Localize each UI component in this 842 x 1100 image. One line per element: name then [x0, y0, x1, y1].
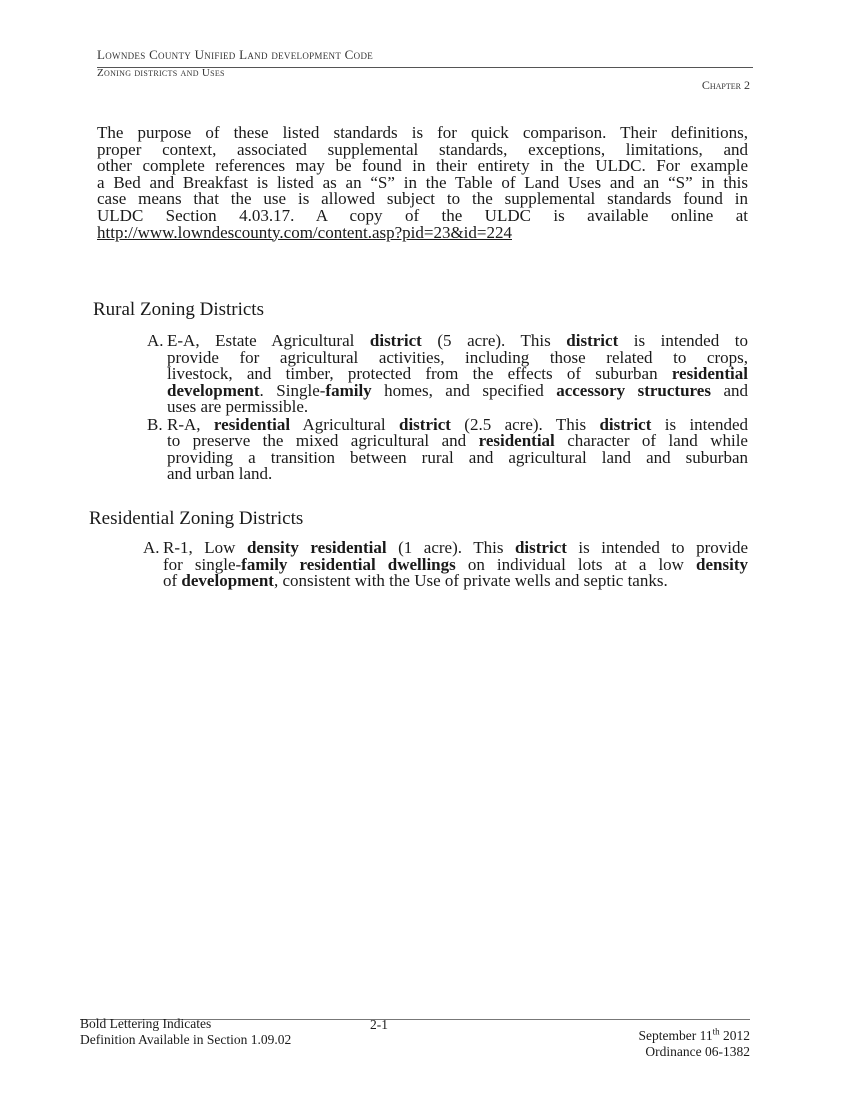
text-span: provide for agricultural activities, including those related to crops,	[167, 347, 748, 367]
text-span: E-A, Estate Agricultural	[167, 331, 370, 350]
defined-term: district	[398, 414, 451, 434]
text-line	[167, 465, 272, 482]
text-span: for single-	[163, 554, 242, 574]
running-header-section: Zoning districts and Uses	[97, 67, 225, 79]
text-span: livestock, and timber, protected from the effects of suburban	[167, 364, 672, 383]
rural-heading: Rural Zoning Districts	[93, 299, 264, 320]
text-span: (5 acre). This	[421, 331, 567, 350]
chapter-label: Chapter 2	[701, 78, 750, 92]
text-span: is intended to	[618, 331, 748, 350]
text-span: The purpose of these listed standards is for quick comparison. Their definitions,	[97, 123, 748, 142]
text-span: homes, and specified	[371, 380, 557, 400]
text-line	[167, 416, 748, 433]
defined-term: density	[696, 554, 748, 574]
text-span: a Bed and Breakfast is listed as an “S” in the Table of Land Uses and an “S” in this	[97, 172, 748, 192]
text-span: . Single-	[259, 380, 326, 400]
text-span: proper context, associated supplemental standards, exceptions, limitations, and	[97, 139, 748, 159]
residential-heading: Residential Zoning Districts	[89, 508, 304, 529]
text-span: and	[710, 380, 748, 400]
defined-term: district	[369, 331, 422, 350]
text-span: on individual lots at a low	[455, 554, 697, 574]
text-span: of	[163, 571, 182, 590]
text-span: and urban land.	[167, 464, 273, 483]
defined-term: residential	[478, 431, 555, 450]
defined-term: accessory structures	[556, 380, 711, 400]
text-line	[167, 382, 748, 399]
text-line	[167, 349, 748, 366]
text-line	[167, 398, 308, 415]
defined-term: district	[514, 538, 567, 557]
text-span: case means that the use is allowed subject to the supplemental standards found in	[97, 189, 748, 209]
text-span: R-A,	[167, 414, 214, 434]
text-span: (1 acre). This	[386, 538, 515, 557]
text-span: character of land while	[554, 431, 748, 450]
defined-term: development	[167, 380, 260, 400]
defined-term: family	[325, 380, 372, 400]
defined-term: residential	[213, 414, 291, 434]
text-line	[97, 207, 748, 224]
text-line	[167, 449, 748, 466]
text-span: , consistent with the Use of private wells and septic tanks.	[273, 571, 668, 590]
text-line	[97, 141, 748, 158]
running-header-title: Lowndes County Unified Land development Code	[97, 47, 374, 62]
footer-note-line2: Definition Available in Section 1.09.02	[80, 1032, 292, 1047]
text-span: providing a transition between rural and agricultural land and suburban	[167, 447, 748, 467]
text-line	[167, 332, 748, 349]
text-line	[97, 124, 748, 141]
text-span: to preserve the mixed agricultural and	[167, 431, 479, 450]
text-line	[167, 432, 748, 449]
footer-date: September 11th 2012	[638, 1026, 750, 1043]
text-span: other complete references may be found in their entirety in the ULDC. For example	[97, 156, 748, 176]
defined-term: district	[566, 331, 619, 350]
text-line	[163, 539, 748, 556]
text-span: uses are permissible.	[167, 397, 309, 416]
text-span: Agricultural	[290, 414, 399, 434]
uldc-link[interactable]: http://www.lowndescounty.com/content.asp?pid=23&id=224	[97, 222, 512, 242]
text-line	[97, 190, 748, 207]
text-line	[167, 365, 748, 382]
defined-term: family residential dwellings	[241, 554, 456, 574]
text-line	[97, 224, 512, 241]
defined-term: residential	[671, 364, 748, 383]
text-span: is intended to provide	[566, 538, 748, 557]
footer-right	[639, 1023, 751, 1060]
text-span: R-1, Low	[163, 538, 247, 557]
footer-note	[80, 1016, 291, 1048]
text-line	[97, 157, 748, 174]
text-line	[163, 556, 748, 573]
text-span: ULDC Section 4.03.17. A copy of the ULDC is available online at	[97, 206, 748, 225]
text-span: is intended	[651, 414, 748, 434]
defined-term: development	[181, 571, 274, 590]
text-span: (2.5 acre). This	[450, 414, 600, 434]
list-marker: A.	[143, 538, 160, 557]
text-line	[97, 174, 748, 191]
text-line	[163, 572, 668, 589]
footer-note-line1: Bold Lettering Indicates	[80, 1016, 212, 1031]
list-marker: A.	[147, 331, 164, 350]
defined-term: density residential	[246, 538, 387, 557]
list-marker: B.	[147, 414, 163, 434]
page-number: 2-1	[370, 1017, 388, 1032]
defined-term: district	[599, 414, 652, 434]
footer-ordinance: Ordinance 06-1382	[645, 1043, 750, 1059]
